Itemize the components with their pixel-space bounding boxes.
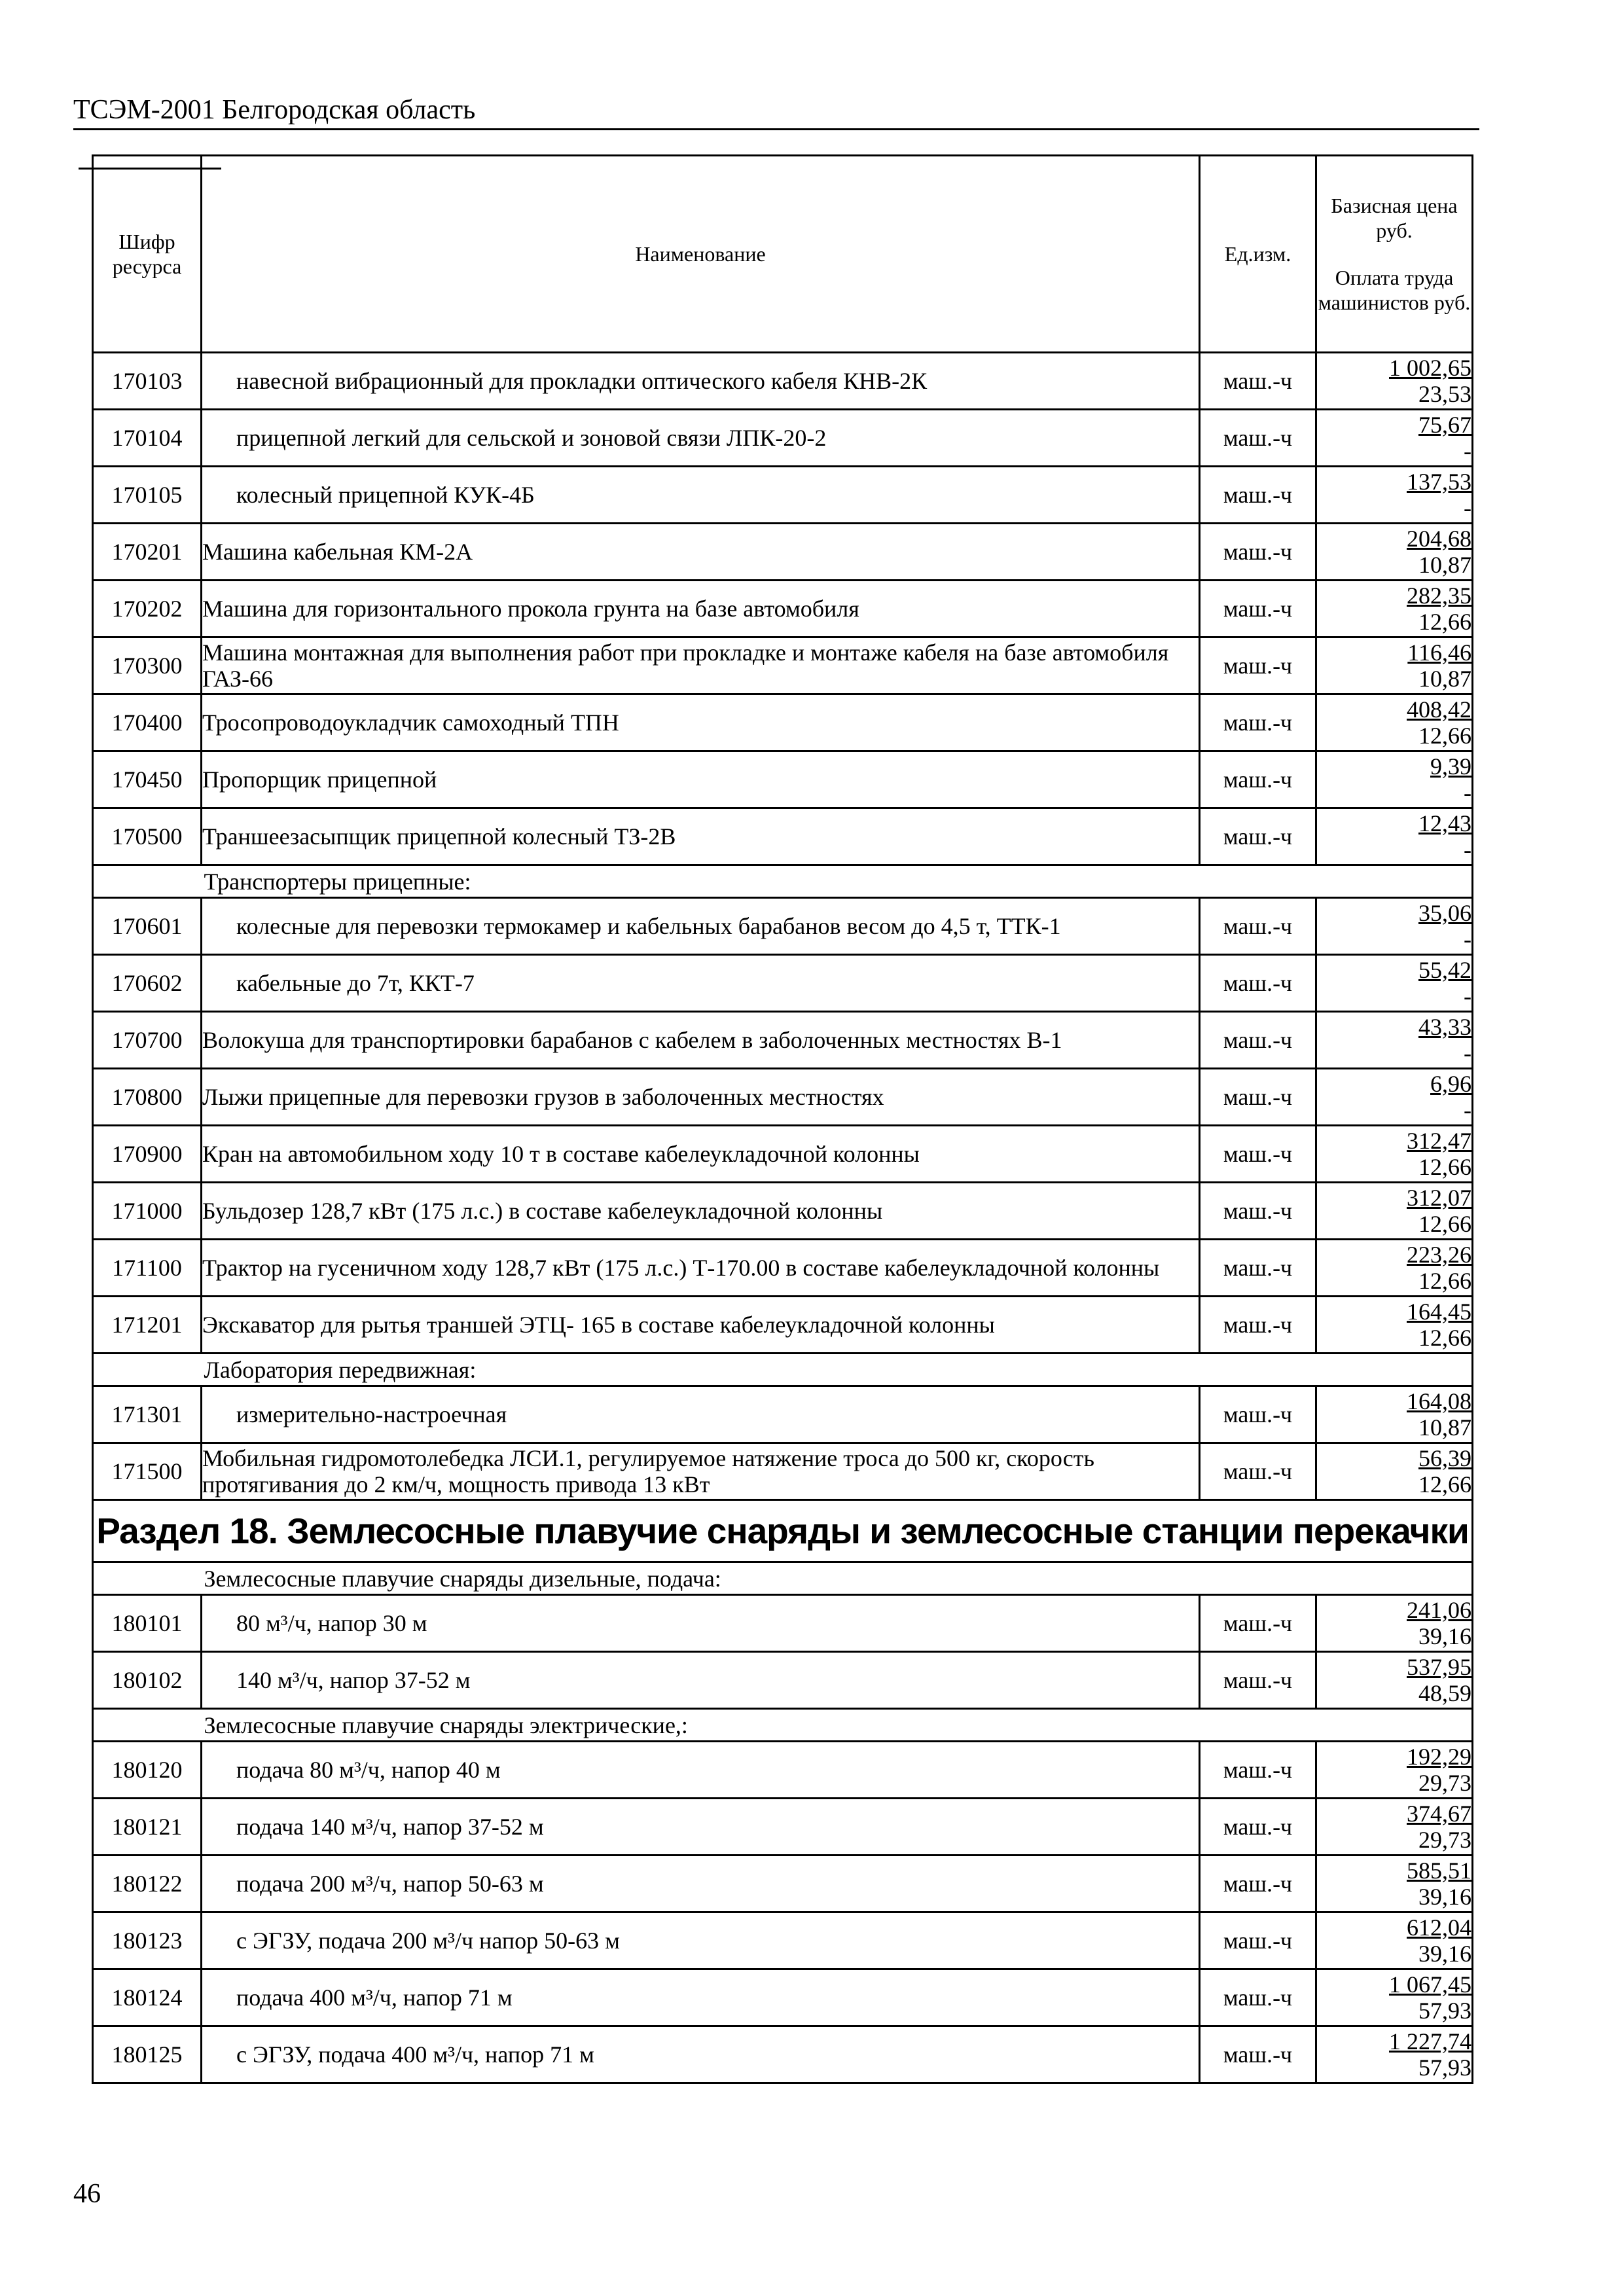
resource-price-cell xyxy=(1316,808,1473,865)
section-heading-row xyxy=(93,1500,1473,1562)
table-row xyxy=(93,1595,1473,1652)
operator-pay: - xyxy=(1464,1097,1471,1123)
group-label: Транспортеры прицепные: xyxy=(202,865,1473,898)
table-header-row xyxy=(93,156,1473,353)
group-spacer xyxy=(93,1709,202,1742)
base-price: 537,95 xyxy=(1407,1654,1471,1680)
resource-unit: маш.-ч xyxy=(1200,410,1316,467)
resource-code: 170450 xyxy=(93,751,202,808)
base-price: 241,06 xyxy=(1407,1597,1471,1623)
resource-name: Лыжи прицепные для перевозки грузов в заболоченных местностях xyxy=(202,1069,1200,1126)
resource-name: Тросопроводоукладчик самоходный ТПН xyxy=(202,694,1200,751)
operator-pay: 39,16 xyxy=(1418,1884,1471,1910)
operator-pay: 29,73 xyxy=(1418,1770,1471,1796)
resource-name: Волокуша для транспортировки барабанов с кабелем в заболоченных местностях В-1 xyxy=(202,1012,1200,1069)
base-price: 192,29 xyxy=(1407,1744,1471,1770)
operator-pay: 10,87 xyxy=(1418,552,1471,578)
resource-code: 171301 xyxy=(93,1386,202,1443)
resource-code: 180123 xyxy=(93,1912,202,1969)
base-price: 312,07 xyxy=(1407,1185,1471,1211)
table-row xyxy=(93,1912,1473,1969)
resource-unit: маш.-ч xyxy=(1200,1386,1316,1443)
table-row xyxy=(93,808,1473,865)
base-price: 374,67 xyxy=(1407,1801,1471,1827)
resource-code: 171100 xyxy=(93,1240,202,1297)
resource-price-cell xyxy=(1316,1183,1473,1240)
operator-pay: 10,87 xyxy=(1418,666,1471,692)
operator-pay: - xyxy=(1464,983,1471,1009)
resource-price-cell xyxy=(1316,1297,1473,1354)
group-label: Землесосные плавучие снаряды дизельные, подача: xyxy=(202,1562,1473,1595)
base-price: 35,06 xyxy=(1418,900,1471,926)
table-row xyxy=(93,955,1473,1012)
resource-price-cell xyxy=(1316,1742,1473,1799)
resource-code: 180120 xyxy=(93,1742,202,1799)
base-price: 282,35 xyxy=(1407,583,1471,609)
resource-name: Машина кабельная КМ-2А xyxy=(202,524,1200,581)
operator-pay: 12,66 xyxy=(1418,1471,1471,1498)
resource-unit: маш.-ч xyxy=(1200,955,1316,1012)
section-heading: Раздел 18. Землесосные плавучие снаряды и землесосные станции перекачки xyxy=(93,1500,1473,1562)
table-row xyxy=(93,1240,1473,1297)
resource-price-cell xyxy=(1316,1126,1473,1183)
resource-unit: маш.-ч xyxy=(1200,1969,1316,2026)
resource-unit: маш.-ч xyxy=(1200,1799,1316,1856)
resource-unit: маш.-ч xyxy=(1200,637,1316,694)
resource-unit: маш.-ч xyxy=(1200,2026,1316,2083)
resource-name: Кран на автомобильном ходу 10 т в составе кабелеукладочной колонны xyxy=(202,1126,1200,1183)
col-header-unit: Ед.изм. xyxy=(1200,156,1316,353)
resource-code: 170202 xyxy=(93,581,202,637)
table-row xyxy=(93,1856,1473,1912)
resource-code: 180124 xyxy=(93,1969,202,2026)
resource-name: 80 м³/ч, напор 30 м xyxy=(202,1595,1200,1652)
base-price: 1 227,74 xyxy=(1389,2028,1471,2054)
page-number: 46 xyxy=(73,2179,101,2209)
resource-price-cell xyxy=(1316,1386,1473,1443)
resource-price-table xyxy=(92,154,1473,2084)
resource-price-cell xyxy=(1316,353,1473,410)
base-price: 1 067,45 xyxy=(1389,1971,1471,1998)
base-price: 585,51 xyxy=(1407,1857,1471,1884)
operator-pay: 12,66 xyxy=(1418,1154,1471,1180)
resource-unit: маш.-ч xyxy=(1200,898,1316,955)
resource-unit: маш.-ч xyxy=(1200,1240,1316,1297)
resource-code: 170500 xyxy=(93,808,202,865)
resource-unit: маш.-ч xyxy=(1200,751,1316,808)
resource-unit: маш.-ч xyxy=(1200,1069,1316,1126)
base-price: 56,39 xyxy=(1418,1445,1471,1471)
group-spacer xyxy=(93,1354,202,1386)
base-price: 116,46 xyxy=(1407,639,1471,666)
operator-pay: 12,66 xyxy=(1418,1211,1471,1237)
base-price: 223,26 xyxy=(1407,1242,1471,1268)
base-price: 6,96 xyxy=(1430,1071,1471,1097)
base-price: 312,47 xyxy=(1407,1128,1471,1154)
resource-code: 170104 xyxy=(93,410,202,467)
resource-code: 171201 xyxy=(93,1297,202,1354)
table-row xyxy=(93,1183,1473,1240)
group-row xyxy=(93,1709,1473,1742)
base-price: 612,04 xyxy=(1407,1914,1471,1941)
resource-price-cell xyxy=(1316,1012,1473,1069)
resource-code: 170300 xyxy=(93,637,202,694)
resource-name: с ЭГЗУ, подача 400 м³/ч, напор 71 м xyxy=(202,2026,1200,2083)
resource-name: Машина для горизонтального прокола грунта на базе автомобиля xyxy=(202,581,1200,637)
operator-pay: 57,93 xyxy=(1418,2054,1471,2081)
operator-pay: 39,16 xyxy=(1418,1941,1471,1967)
table-row xyxy=(93,581,1473,637)
resource-price-cell xyxy=(1316,2026,1473,2083)
col-header-code: Шифр ресурса xyxy=(93,156,202,353)
resource-unit: маш.-ч xyxy=(1200,1856,1316,1912)
operator-pay: 12,66 xyxy=(1418,1325,1471,1351)
resource-price-cell xyxy=(1316,467,1473,524)
resource-unit: маш.-ч xyxy=(1200,353,1316,410)
resource-name: навесной вибрационный для прокладки оптического кабеля КНВ-2К xyxy=(202,353,1200,410)
resource-price-cell xyxy=(1316,1069,1473,1126)
group-row xyxy=(93,865,1473,898)
table-row xyxy=(93,694,1473,751)
resource-code: 170400 xyxy=(93,694,202,751)
resource-code: 170601 xyxy=(93,898,202,955)
resource-code: 170700 xyxy=(93,1012,202,1069)
page-header-title: ТСЭМ-2001 Белгородская область xyxy=(73,93,1479,130)
resource-unit: маш.-ч xyxy=(1200,1443,1316,1500)
resource-price-cell xyxy=(1316,751,1473,808)
resource-unit: маш.-ч xyxy=(1200,808,1316,865)
resource-name: измерительно-настроечная xyxy=(202,1386,1200,1443)
resource-unit: маш.-ч xyxy=(1200,1652,1316,1709)
operator-pay: 12,66 xyxy=(1418,609,1471,635)
resource-name: подача 140 м³/ч, напор 37-52 м xyxy=(202,1799,1200,1856)
resource-unit: маш.-ч xyxy=(1200,1595,1316,1652)
resource-unit: маш.-ч xyxy=(1200,1126,1316,1183)
base-price: 75,67 xyxy=(1418,412,1471,438)
base-price: 204,68 xyxy=(1407,526,1471,552)
resource-price-cell xyxy=(1316,581,1473,637)
operator-pay: 29,73 xyxy=(1418,1827,1471,1853)
col-header-price xyxy=(1316,156,1473,353)
resource-price-cell xyxy=(1316,1652,1473,1709)
table-row xyxy=(93,1126,1473,1183)
resource-name: колесный прицепной КУК-4Б xyxy=(202,467,1200,524)
table-row xyxy=(93,1799,1473,1856)
resource-name: Бульдозер 128,7 кВт (175 л.с.) в составе кабелеукладочной колонны xyxy=(202,1183,1200,1240)
operator-pay: - xyxy=(1464,1040,1471,1066)
resource-code: 171000 xyxy=(93,1183,202,1240)
resource-name: прицепной легкий для сельской и зоновой связи ЛПК-20-2 xyxy=(202,410,1200,467)
resource-price-cell xyxy=(1316,410,1473,467)
operator-pay: 48,59 xyxy=(1418,1680,1471,1706)
resource-name: подача 400 м³/ч, напор 71 м xyxy=(202,1969,1200,2026)
group-label: Землесосные плавучие снаряды электрические,: xyxy=(202,1709,1473,1742)
resource-unit: маш.-ч xyxy=(1200,1297,1316,1354)
resource-unit: маш.-ч xyxy=(1200,1012,1316,1069)
table-row xyxy=(93,1386,1473,1443)
base-price: 43,33 xyxy=(1418,1014,1471,1040)
resource-price-cell xyxy=(1316,1856,1473,1912)
operator-pay: 23,53 xyxy=(1418,381,1471,407)
resource-name: 140 м³/ч, напор 37-52 м xyxy=(202,1652,1200,1709)
resource-price-cell xyxy=(1316,1240,1473,1297)
group-row xyxy=(93,1354,1473,1386)
operator-pay: - xyxy=(1464,780,1471,806)
resource-name: Траншеезасыпщик прицепной колесный ТЗ-2В xyxy=(202,808,1200,865)
base-price: 1 002,65 xyxy=(1389,355,1471,381)
group-spacer xyxy=(93,865,202,898)
resource-unit: маш.-ч xyxy=(1200,581,1316,637)
table-row xyxy=(93,1652,1473,1709)
table-row xyxy=(93,1443,1473,1500)
resource-code: 180122 xyxy=(93,1856,202,1912)
resource-name: Пропорщик прицепной xyxy=(202,751,1200,808)
operator-pay: 10,87 xyxy=(1418,1414,1471,1441)
resource-name: Экскаватор для рытья траншей ЭТЦ- 165 в составе кабелеукладочной колонны xyxy=(202,1297,1200,1354)
col-header-price-pay: Оплата труда машинистов руб. xyxy=(1318,266,1471,314)
resource-unit: маш.-ч xyxy=(1200,1742,1316,1799)
table-row xyxy=(93,2026,1473,2083)
operator-pay: - xyxy=(1464,438,1471,464)
operator-pay: 57,93 xyxy=(1418,1998,1471,2024)
resource-unit: маш.-ч xyxy=(1200,694,1316,751)
base-price: 164,08 xyxy=(1407,1388,1471,1414)
resource-code: 180125 xyxy=(93,2026,202,2083)
table-row xyxy=(93,1069,1473,1126)
table-row xyxy=(93,637,1473,694)
resource-unit: маш.-ч xyxy=(1200,1183,1316,1240)
group-row xyxy=(93,1562,1473,1595)
table-row xyxy=(93,353,1473,410)
base-price: 12,43 xyxy=(1418,810,1471,836)
resource-unit: маш.-ч xyxy=(1200,524,1316,581)
group-label: Лаборатория передвижная: xyxy=(202,1354,1473,1386)
resource-name: Мобильная гидромотолебедка ЛСИ.1, регулируемое натяжение троса до 500 кг, скорость протягивания до 2 км/ч, мощность привода 13 кВт xyxy=(202,1443,1200,1500)
base-price: 408,42 xyxy=(1407,696,1471,723)
base-price: 9,39 xyxy=(1430,753,1471,780)
resource-name: Трактор на гусеничном ходу 128,7 кВт (175 л.с.) Т-170.00 в составе кабелеукладочной колонны xyxy=(202,1240,1200,1297)
resource-unit: маш.-ч xyxy=(1200,1912,1316,1969)
resource-price-cell xyxy=(1316,1799,1473,1856)
operator-pay: - xyxy=(1464,926,1471,952)
table-row xyxy=(93,1012,1473,1069)
col-header-price-base: Базисная цена руб. xyxy=(1331,194,1458,242)
table-row xyxy=(93,898,1473,955)
table-row xyxy=(93,467,1473,524)
resource-code: 170201 xyxy=(93,524,202,581)
resource-price-cell xyxy=(1316,898,1473,955)
base-price: 164,45 xyxy=(1407,1299,1471,1325)
resource-price-cell xyxy=(1316,694,1473,751)
resource-price-cell xyxy=(1316,637,1473,694)
col-header-name: Наименование xyxy=(202,156,1200,353)
table-row xyxy=(93,410,1473,467)
resource-code: 170800 xyxy=(93,1069,202,1126)
table-row xyxy=(93,1742,1473,1799)
operator-pay: - xyxy=(1464,836,1471,863)
resource-price-cell xyxy=(1316,1969,1473,2026)
resource-unit: маш.-ч xyxy=(1200,467,1316,524)
resource-code: 170602 xyxy=(93,955,202,1012)
operator-pay: 12,66 xyxy=(1418,1268,1471,1294)
operator-pay: 39,16 xyxy=(1418,1623,1471,1649)
base-price: 137,53 xyxy=(1407,469,1471,495)
group-spacer xyxy=(93,1562,202,1595)
resource-code: 180101 xyxy=(93,1595,202,1652)
resource-name: колесные для перевозки термокамер и кабельных барабанов весом до 4,5 т, ТТК-1 xyxy=(202,898,1200,955)
resource-price-cell xyxy=(1316,524,1473,581)
resource-name: подача 80 м³/ч, напор 40 м xyxy=(202,1742,1200,1799)
resource-code: 171500 xyxy=(93,1443,202,1500)
table-row xyxy=(93,751,1473,808)
operator-pay: 12,66 xyxy=(1418,723,1471,749)
resource-name: подача 200 м³/ч, напор 50-63 м xyxy=(202,1856,1200,1912)
resource-name: Машина монтажная для выполнения работ при прокладке и монтаже кабеля на базе автомобиля ГАЗ-66 xyxy=(202,637,1200,694)
table-row xyxy=(93,524,1473,581)
resource-price-cell xyxy=(1316,955,1473,1012)
resource-code: 170900 xyxy=(93,1126,202,1183)
resource-code: 170105 xyxy=(93,467,202,524)
resource-price-cell xyxy=(1316,1595,1473,1652)
resource-code: 180102 xyxy=(93,1652,202,1709)
resource-code: 170103 xyxy=(93,353,202,410)
table-body xyxy=(93,353,1473,2083)
resource-price-cell xyxy=(1316,1443,1473,1500)
resource-price-cell xyxy=(1316,1912,1473,1969)
resource-name: с ЭГЗУ, подача 200 м³/ч напор 50-63 м xyxy=(202,1912,1200,1969)
table-row xyxy=(93,1297,1473,1354)
resource-code: 180121 xyxy=(93,1799,202,1856)
table-row xyxy=(93,1969,1473,2026)
base-price: 55,42 xyxy=(1418,957,1471,983)
operator-pay: - xyxy=(1464,495,1471,521)
resource-name: кабельные до 7т, ККТ-7 xyxy=(202,955,1200,1012)
